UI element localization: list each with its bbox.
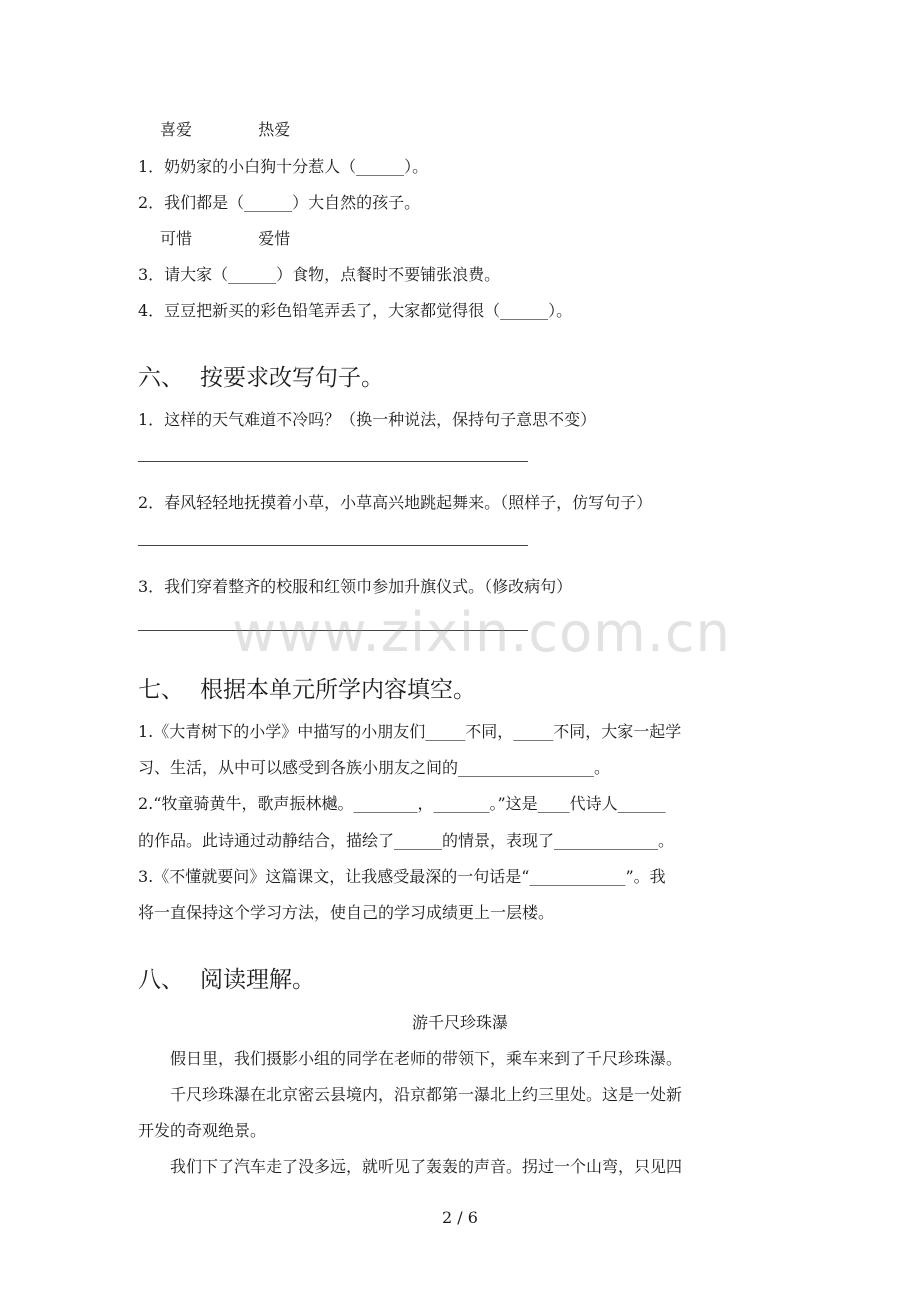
question-6-2: 2．春风轻轻地抚摸着小草，小草高兴地跳起舞来。（照样子，仿写句子） [138, 493, 653, 512]
page-number: 2 / 6 [442, 1208, 478, 1227]
question-5-4: 4．豆豆把新买的彩色铅笔弄丢了，大家都觉得很（______）。 [138, 301, 573, 320]
question-7-1-line-2: 习、生活，从中可以感受到各族小朋友之间的_________________。 [138, 758, 611, 777]
section-7-heading [138, 675, 476, 705]
section-title: 按要求改写句子。 [200, 365, 384, 391]
article-paragraph-3: 我们下了汽车走了没多远，就听见了轰轰的声音。拐过一个山弯，只见四 [170, 1157, 683, 1176]
article-paragraph-2-line-1: 千尺珍珠瀑在北京密云县境内，沿京都第一瀑北上约三里处。这是一处新 [170, 1085, 683, 1104]
article-title: 游千尺珍珠瀑 [411, 1013, 508, 1032]
question-7-3-line-2: 将一直保持这个学习方法，使自己的学习成绩更上一层楼。 [138, 903, 555, 922]
article-paragraph-1: 假日里，我们摄影小组的同学在老师的带领下，乘车来到了千尺珍珠瀑。 [170, 1049, 683, 1068]
section-title: 阅读理解。 [200, 967, 315, 993]
word-option: 喜爱 [160, 120, 193, 139]
question-6-3: 3．我们穿着整齐的校服和红领巾参加升旗仪式。（修改病句） [138, 577, 573, 596]
word-option-row-2 [160, 228, 290, 250]
answer-line [138, 461, 528, 462]
word-option: 可惜 [160, 229, 193, 248]
word-option-row-1 [160, 119, 290, 141]
question-5-3: 3．请大家（______）食物，点餐时不要铺张浪费。 [138, 265, 501, 284]
question-6-1: 1．这样的天气难道不冷吗？（换一种说法，保持句子意思不变） [138, 410, 597, 429]
word-option: 热爱 [258, 120, 291, 139]
question-5-1: 1．奶奶家的小白狗十分惹人（______）。 [138, 157, 429, 176]
question-7-1-line-1: 1.《大青树下的小学》中描写的小朋友们_____不同，_____不同，大家一起学 [138, 722, 682, 741]
question-5-2: 2．我们都是（______）大自然的孩子。 [138, 193, 421, 212]
section-number: 七、 [138, 677, 184, 703]
question-7-3-line-1: 3.《不懂就要问》这篇课文，让我感受最深的一句话是“____________”。我 [138, 867, 666, 886]
word-option: 爱惜 [258, 229, 291, 248]
section-number: 八、 [138, 967, 184, 993]
section-number: 六、 [138, 365, 184, 391]
section-8-heading [138, 965, 315, 995]
article-paragraph-2-line-2: 开发的奇观绝景。 [138, 1121, 267, 1140]
section-title: 根据本单元所学内容填空。 [200, 677, 476, 703]
section-6-heading [138, 363, 384, 393]
question-7-2-line-2: 的作品。此诗通过动静结合，描绘了______的情景，表现了_____________。 [138, 831, 675, 850]
question-7-2-line-1: 2.“牧童骑黄牛，歌声振林樾。________，_______。”这是____代诗人______ [138, 794, 666, 813]
answer-line [138, 545, 528, 546]
watermark: www.zixin.com.cn [232, 601, 731, 664]
